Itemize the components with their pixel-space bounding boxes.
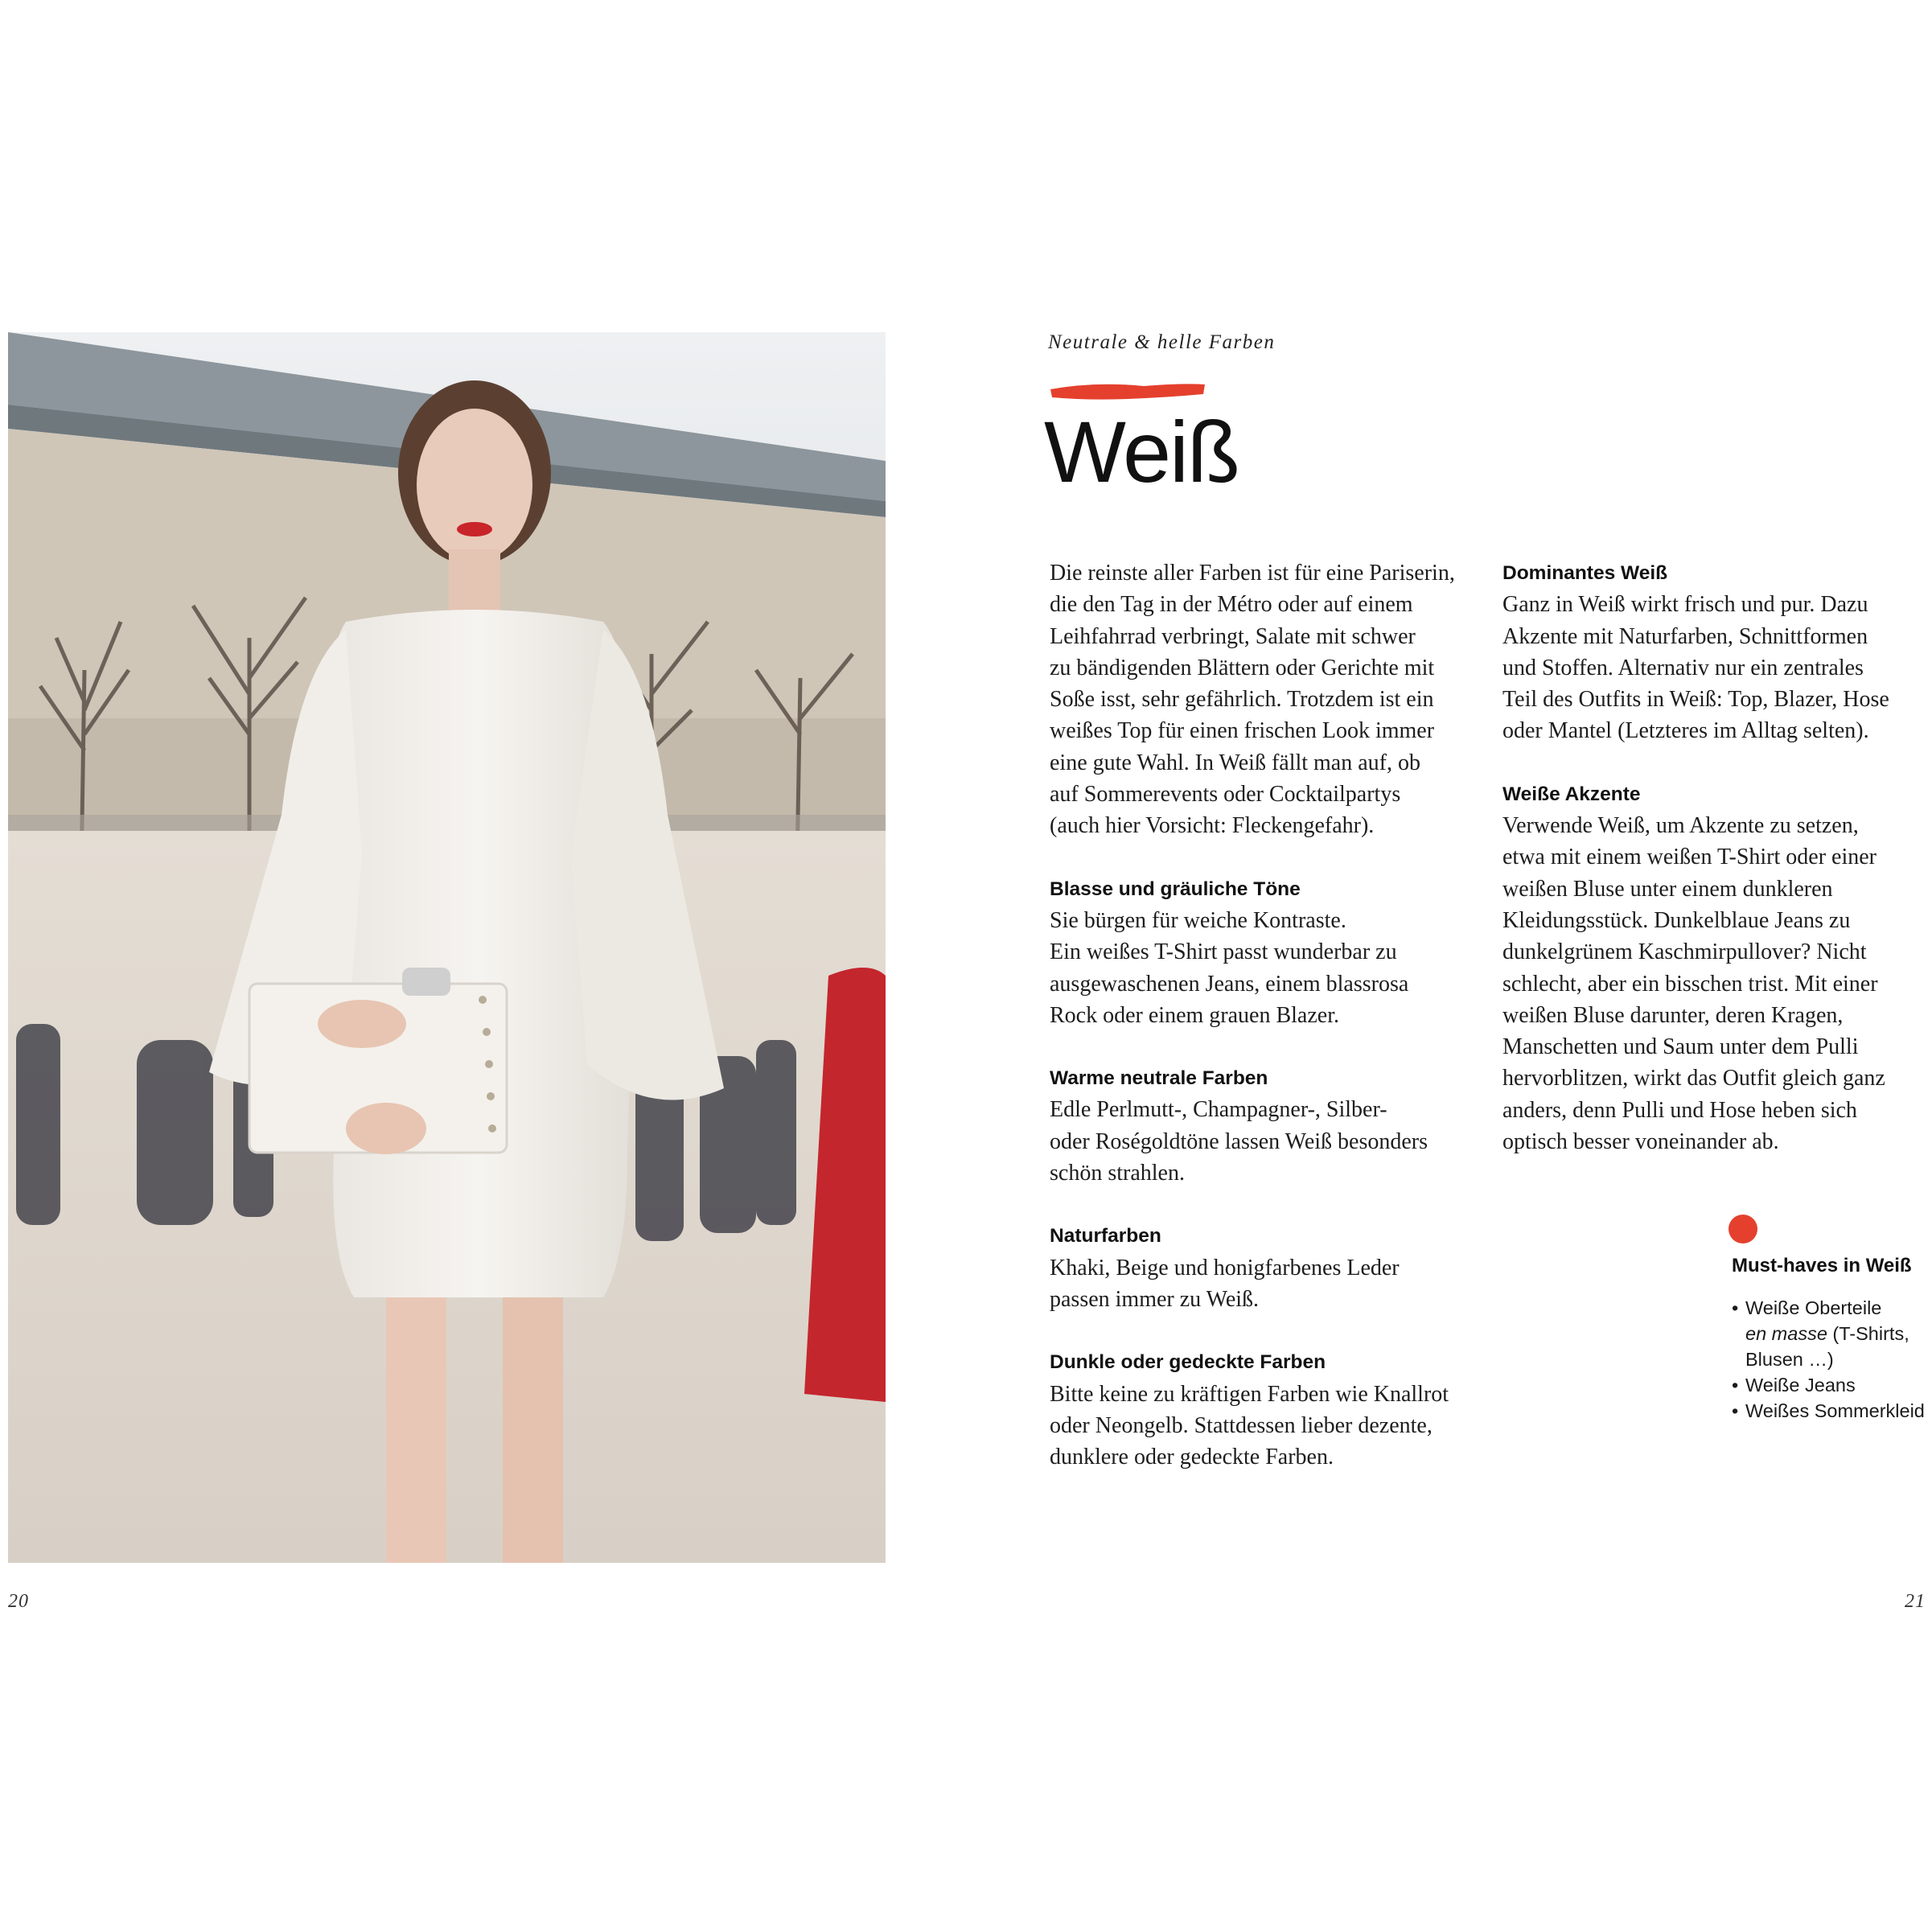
section-text: Bitte keine zu kräftigen Farben wie Knallrot oder Neongelb. Stattdessen lieber dezente, dunklere oder gedeckte Farben. (1050, 1381, 1449, 1470)
red-brush-stroke (1047, 380, 1208, 402)
text-column-right (1502, 557, 1932, 1157)
section-text: Sie bürgen für weiche Kontraste. Ein weißes T-Shirt passt wunderbar zu ausgewaschenen Jeans, einem blassrosa Rock oder einem grauen Blazer. (1050, 907, 1409, 1028)
section-heading: Dunkle oder gedeckte Farben (1050, 1351, 1326, 1374)
list-item: • Weiße Jeans (1732, 1372, 1932, 1398)
photo-illustration (8, 332, 886, 1563)
section-text: Khaki, Beige und honigfarbenes Leder passen immer zu Weiß. (1050, 1255, 1400, 1312)
intro-paragraph: Die reinste aller Farben ist für eine Pariserin, die den Tag in der Métro oder auf einem Leihfahrrad verbringt, Salate mit schwer zu bändigenden Blättern oder Gerichte mit Soße isst, sehr gefährlich. Trotzdem ist ein weißes Top für einen frischen Look immer eine gute Wahl. In Weiß fällt man auf, ob auf Sommerevents oder Cocktailpartys (auch hier Vorsicht: Fleckengefahr). (1050, 561, 1455, 839)
text-column-left (1050, 557, 1500, 1473)
section-text: Verwende Weiß, um Akzente zu setzen, etwa mit einem weißen T-Shirt oder einer weißen Bluse unter einem dunkleren Kleidungsstück. Dunkelblaue Jeans zu dunkelgrünem Kaschmirpullover? Nicht schlecht, aber ein bisschen trist. Mit einer weißen Bluse darunter, deren Kragen, Manschetten und Saum unter dem Pulli hervorblitzen, wirkt das Outfit gleich ganz anders, denn Pulli und Hose heben sich optisch besser voneinander ab. (1502, 813, 1885, 1155)
section-text: Ganz in Weiß wirkt frisch und pur. Dazu Akzente mit Naturfarben, Schnittformen und Stoffen. Alternativ nur ein zentrales Teil des Outfits in Weiß: Top, Blazer, Hose oder Mantel (Letzteres im Alltag selten). (1502, 592, 1889, 744)
page-title: Weiß (1044, 403, 1239, 500)
section-heading: Blasse und gräuliche Töne (1050, 878, 1301, 900)
list-item: • Weiße Oberteile en masse (T-Shirts, Blusen …) (1732, 1295, 1932, 1372)
must-haves-list (1732, 1295, 1932, 1424)
section-heading: Naturfarben (1050, 1225, 1161, 1248)
street-style-photo (8, 332, 886, 1563)
section-heading: Dominantes Weiß (1502, 562, 1668, 584)
list-item: • Weißes Sommerkleid (1732, 1398, 1932, 1424)
section-heading: Weiße Akzente (1502, 783, 1641, 805)
section-kicker: Neutrale & helle Farben (1048, 331, 1276, 353)
section-heading: Warme neutrale Farben (1050, 1067, 1268, 1090)
red-dot-icon (1729, 1215, 1757, 1243)
must-haves-title: Must-haves in Weiß (1732, 1255, 1912, 1276)
page-number-left: 20 (8, 1591, 29, 1612)
section-text: Edle Perlmutt-, Champagner-, Silber- oder Roségoldtöne lassen Weiß besonders schön strahlen. (1050, 1097, 1428, 1186)
page-number-right: 21 (1905, 1591, 1926, 1612)
